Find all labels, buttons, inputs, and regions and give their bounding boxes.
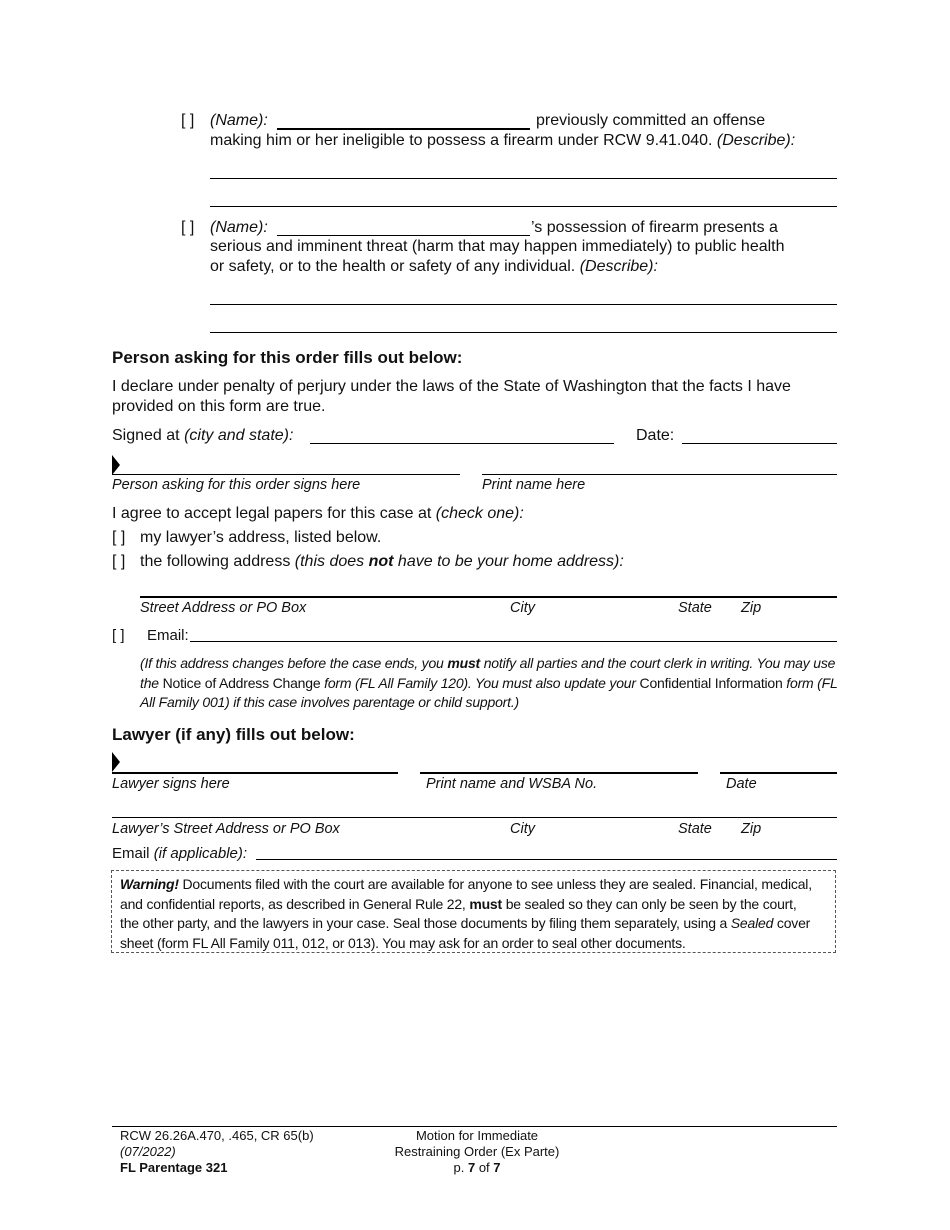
lawyer-address-state-caption: State [678,821,712,837]
petitioner-signature-field[interactable] [112,474,460,475]
item2-text-c-row [210,258,658,276]
lawyer-date-caption: Date [726,776,757,792]
notice-c: use the [140,655,836,691]
lawyer-email-field[interactable] [256,859,837,860]
footer-page [377,1160,577,1176]
date-label: Date: [636,427,675,444]
warning-t1: Documents filed with the court are available for anyone to see unless they are sealed. Financial, medical, [182,876,812,892]
lawyer-print-name-field[interactable] [420,772,698,774]
footer-page-total: 7 [493,1160,501,1175]
item1-text-a: previously committed an offense [536,112,766,129]
warning-t3a: the other party, and the lawyers in your case. Seal those documents by filing them separately, using a [120,915,728,931]
date-field[interactable] [682,443,837,444]
address-zip-caption: Zip [741,600,762,616]
petitioner-print-name-field[interactable] [482,474,837,475]
lawyer-address-zip-caption: Zip [741,821,762,837]
item1-text-b-row [210,132,795,150]
petitioner-sign-caption: Person asking for this order signs here [112,477,361,493]
notice-a: (If this address changes before the case ends, you [140,655,444,671]
option-address-hint-a: (this does [294,553,365,570]
option-address-hint-not: not [368,553,394,570]
signed-at-label: Signed at [112,427,180,444]
warning-t2b: be sealed so they can only be seen by the court, [505,895,797,912]
item2-text-c: or safety, or to the health or safety of any individual. [210,258,576,275]
lawyer-address-field[interactable] [112,817,837,818]
lawyer-email-hint: (if applicable): [153,845,248,862]
item1-text-b: making him or her ineligible to possess a firearm under RCW 9.41.040. [210,132,713,149]
signed-at-field[interactable] [310,443,614,444]
item1-describe-line-1[interactable] [210,178,837,179]
declaration-line-1: I declare under penalty of perjury under the laws of the State of Washington that the facts I have [112,378,791,395]
notice-b: notify all parties and the court clerk in writing. You may [483,655,810,671]
item1-describe: (Describe): [716,132,796,149]
lawyer-sign-caption: Lawyer signs here [112,776,230,792]
item2-describe: (Describe): [579,258,658,275]
email-label: Email: [147,627,189,644]
footer-center [377,1128,577,1176]
warning-t4: sheet (form FL All Family 011, 012, or 013). You may ask for an order to seal other documents. [120,934,686,951]
option-address-hint-b: have to be your home address): [397,553,624,570]
petitioner-heading: Person asking for this order fills out below: [112,348,463,367]
warning-line-1 [120,875,827,895]
lawyer-sign-arrow-icon [112,752,120,772]
email-checkbox[interactable]: [ ] [112,627,125,644]
lawyer-heading: Lawyer (if any) fills out below: [112,725,355,744]
lawyer-email-label-row [112,845,247,862]
agree-label-row [112,505,524,523]
footer-date: (07/2022) [120,1144,176,1159]
notice-must: must [447,655,480,671]
petitioner-print-caption: Print name here [482,477,586,493]
warning-t2a: and confidential reports, as described in General Rule 22, [120,895,466,912]
lawyer-address-street-caption: Lawyer’s Street Address or PO Box [112,821,340,837]
option-address-checkbox[interactable]: [ ] [112,553,126,570]
lawyer-date-field[interactable] [720,772,837,774]
footer-left [120,1128,314,1176]
address-street-caption: Street Address or PO Box [140,600,307,616]
item2-describe-line-1[interactable] [210,304,837,305]
option-lawyer-label: my lawyer’s address, listed below. [140,529,382,546]
option-lawyer-checkbox[interactable]: [ ] [112,529,126,546]
footer-divider [112,1126,837,1127]
item1-checkbox[interactable]: [ ] [181,112,195,129]
item2-name-field[interactable] [277,235,530,236]
warning-t3b: cover [776,915,811,931]
petitioner-email-field[interactable] [190,641,837,642]
warning-box [111,870,836,953]
signed-at-label-row [112,427,293,445]
item2-describe-line-2[interactable] [210,332,837,333]
item1-name-label: (Name): [210,112,268,129]
item2-checkbox[interactable]: [ ] [181,219,195,236]
lawyer-email-label: Email [112,845,150,862]
item2-text-b: serious and imminent threat (harm that may happen immediately) to public health [210,238,785,255]
footer-page-prefix: p. [453,1160,465,1175]
lawyer-print-caption: Print name and WSBA No. [426,776,598,792]
footer-page-of: of [478,1160,490,1175]
warning-must: must [469,895,502,912]
address-state-caption: State [678,600,712,616]
footer-form: FL Parentage 321 [120,1160,228,1175]
option-address-label: the following address [140,553,291,570]
footer-title-1: Motion for Immediate [415,1128,539,1143]
warning-title: Warning! [120,876,179,892]
warning-line-2 [120,895,827,915]
lawyer-address-city-caption: City [510,821,535,837]
notice-d: form (FL All Family 120). You must also update your [324,674,636,691]
notice-e: form (FL All Family 001) if this case involves parentage or child support.) [140,674,838,710]
footer-page-num: 7 [467,1160,476,1175]
item1-name-field[interactable] [277,128,530,130]
agree-label: I agree to accept legal papers for this case at [112,505,432,522]
item2-name-label: (Name): [210,219,268,236]
notice-form-confidential: Confidential Information [639,674,783,691]
notice-form-address-change: Notice of Address Change [162,674,321,691]
address-city-caption: City [510,600,535,616]
address-change-notice [140,654,840,713]
declaration-line-2: provided on this form are true. [112,398,326,415]
lawyer-signature-field[interactable] [112,772,398,774]
footer-title-2: Restraining Order (Ex Parte) [394,1144,560,1159]
warning-line-4 [120,934,827,954]
warning-line-3 [120,914,827,934]
petitioner-address-field[interactable] [140,596,837,598]
item1-describe-line-2[interactable] [210,206,837,207]
agree-hint: (check one): [435,505,524,522]
warning-sealed: Sealed [730,915,774,931]
sign-here-arrow-icon [112,455,120,475]
option-address-label-row [140,553,624,571]
item2-text-a: ’s possession of firearm presents a [531,219,778,236]
signed-at-hint: (city and state): [184,427,294,444]
footer-rcw: RCW 26.26A.470, .465, CR 65(b) [120,1128,314,1143]
